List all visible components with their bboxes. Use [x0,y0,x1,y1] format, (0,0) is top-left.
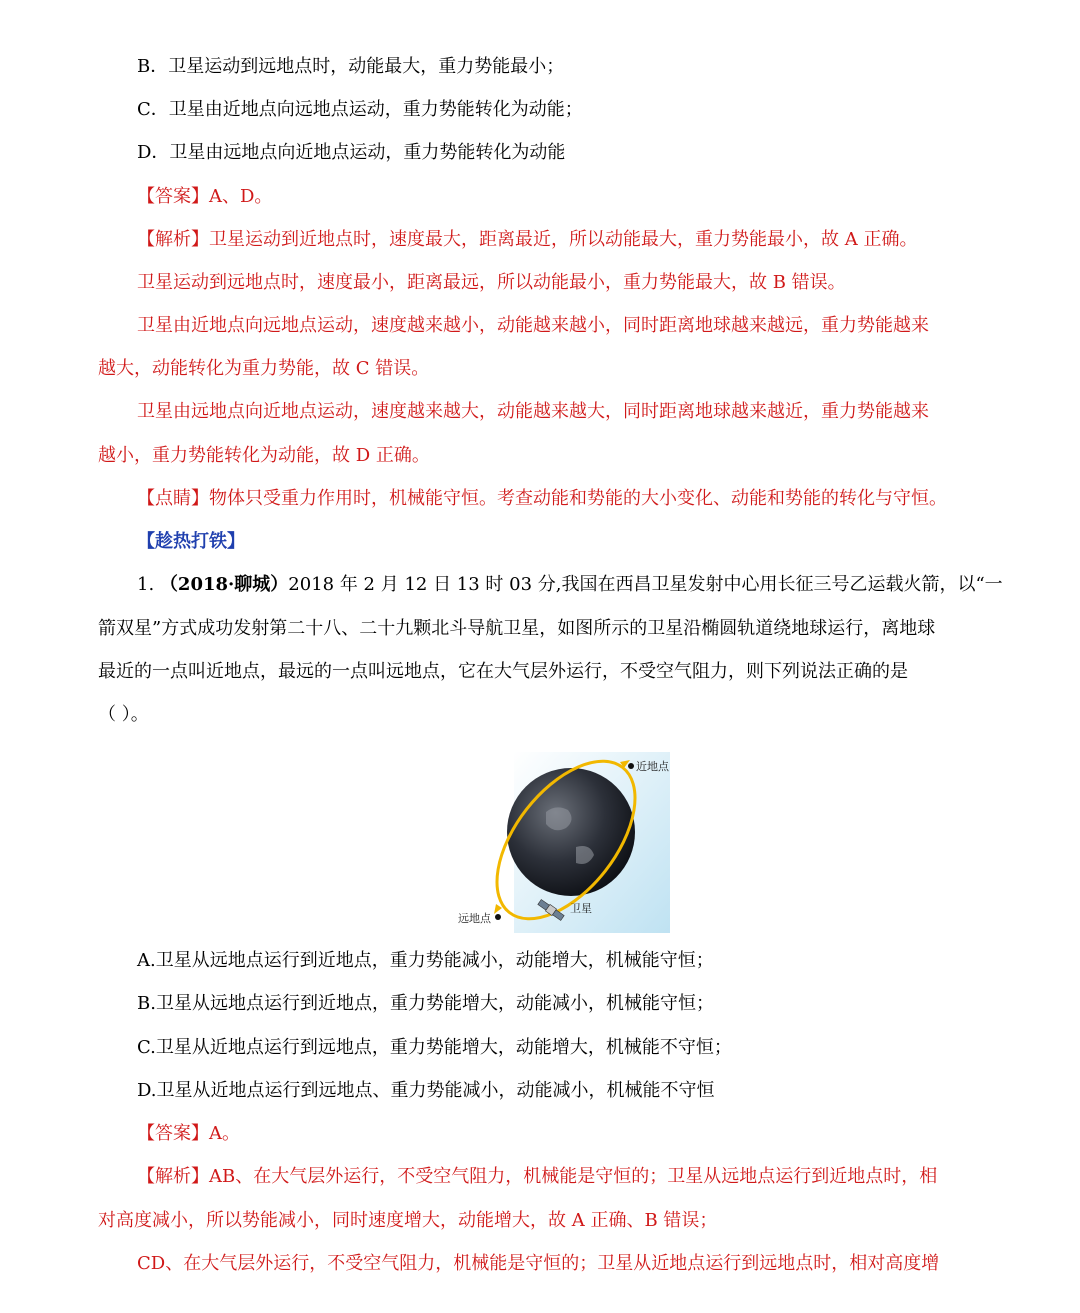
q1-answer-text: A。 [209,1123,240,1144]
analysis-line-3-cont: 越大，动能转化为重力势能，故 C 错误。 [98,358,430,379]
q1-analysis-line-2: 对高度减小，所以势能减小，同时速度增大，动能增大，故 A 正确、B 错误； [98,1210,718,1231]
answer-text: A、D。 [209,186,273,207]
orbit-figure [456,752,670,933]
apogee-label: 远地点 [458,912,491,925]
comment-tag: 【点睛】 [137,488,209,509]
q1-answer-block [137,1121,240,1147]
analysis-line-1 [137,227,917,253]
analysis-line-4-cont: 越小，重力势能转化为动能，故 D 正确。 [98,445,430,466]
question-line-4: （ ）。 [98,704,149,725]
question-number: 1. [137,574,155,595]
q1-option-a: A.卫星从远地点运行到近地点，重力势能减小，动能增大，机械能守恒； [137,950,714,971]
option-d: D．卫星由远地点向近地点运动，重力势能转化为动能 [137,142,566,163]
answer-block [137,184,272,210]
q1-option-b: B.卫星从远地点运行到近地点，重力势能增大，动能减小，机械能守恒； [137,993,714,1014]
satellite-label: 卫星 [570,902,592,915]
question-line-2: 箭双星”方式成功发射第二十八、二十九颗北斗导航卫星，如图所示的卫星沿椭圆轨道绕地球运行，离地球 [98,618,936,639]
q1-option-c: C.卫星从近地点运行到远地点，重力势能增大，动能增大，机械能不守恒； [137,1037,732,1058]
q1-analysis-line-1 [137,1164,937,1190]
q1-analysis-tag: 【解析】 [137,1166,209,1187]
analysis-line-4: 卫星由远地点向近地点运动，速度越来越大，动能越来越大，同时距离地球越来越近，重力势能越来 [137,401,929,422]
q1-answer-tag: 【答案】 [137,1123,209,1144]
question-text-1: 2018 年 2 月 12 日 13 时 03 分,我国在西昌卫星发射中心用长征三号乙运载火箭，以“一 [288,574,1003,595]
q1-option-d: D.卫星从近地点运行到远地点、重力势能减小，动能减小，机械能不守恒 [137,1080,715,1101]
analysis-line-2: 卫星运动到远地点时，速度最小，距离最远，所以动能最小，重力势能最大，故 B 错误。 [137,272,846,293]
comment-block [137,486,947,512]
apogee-point [495,914,501,920]
orbit-arrow-icon [494,904,502,914]
option-b: B．卫星运动到远地点时，动能最大，重力势能最小； [137,56,565,77]
question-source: （2018·聊城） [159,574,289,595]
q1-analysis-text: AB、在大气层外运行，不受空气阻力，机械能是守恒的；卫星从远地点运行到近地点时，相 [209,1166,938,1187]
section-title: 【趁热打铁】 [137,531,245,552]
question-line-3: 最近的一点叫近地点，最远的一点叫远地点，它在大气层外运行，不受空气阻力，则下列说法正确的是 [98,661,908,682]
orbit-diagram [456,752,670,933]
earth [507,768,635,896]
analysis-text: 卫星运动到近地点时，速度最大，距离最近，所以动能最大，重力势能最小，故 A 正确。 [209,229,918,250]
option-c: C．卫星由近地点向远地点运动，重力势能转化为动能； [137,99,583,120]
question-line-1 [137,572,1003,598]
comment-text: 物体只受重力作用时，机械能守恒。考查动能和势能的大小变化、动能和势能的转化与守恒。 [209,488,947,509]
q1-analysis-line-3: CD、在大气层外运行，不受空气阻力，机械能是守恒的；卫星从近地点运行到远地点时，相对高度增 [137,1253,940,1274]
analysis-tag: 【解析】 [137,229,209,250]
analysis-line-3: 卫星由近地点向远地点运动，速度越来越小，动能越来越小，同时距离地球越来越远，重力势能越来 [137,315,929,336]
perigee-label: 近地点 [636,760,669,773]
perigee-point [628,763,634,769]
answer-tag: 【答案】 [137,186,209,207]
